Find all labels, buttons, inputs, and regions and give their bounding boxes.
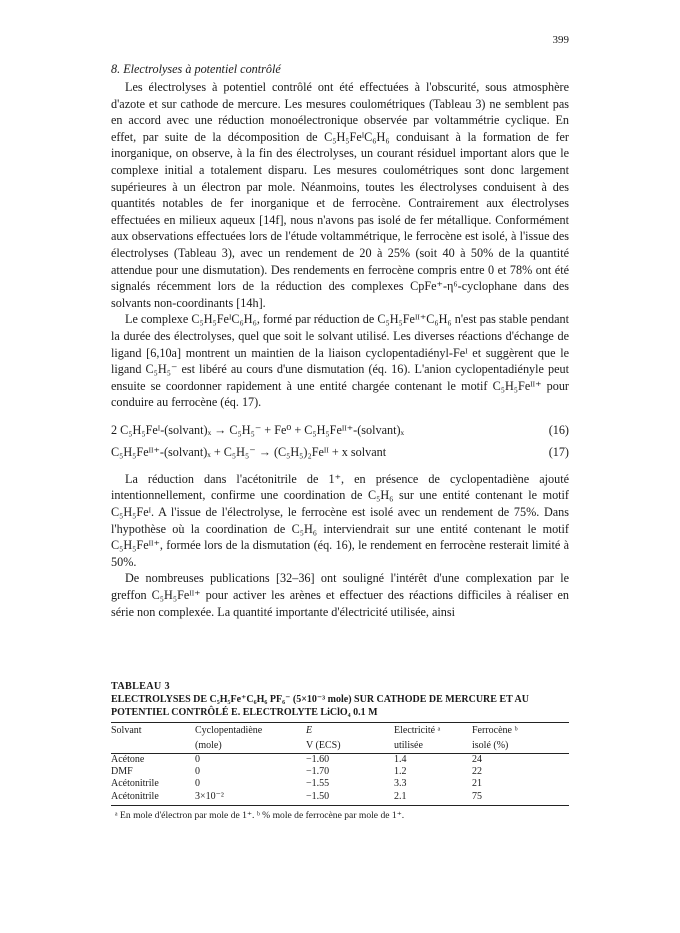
- cell-cyclopentadiene: 3×10⁻²: [195, 791, 306, 806]
- cell-potential: −1.55: [306, 778, 330, 790]
- paragraph-electrolyses: Les électrolyses à potentiel contrôlé ont été effectuées à l'obscurité, sous atmosphère d'azote et sur cathode de mercure. Les mesures coulométriques (Tableau 3) ne semblent pas en accord avec une réduction monoélectronique observée par voltammétrie cyclique. En effet, par suite de la décomposition de C₅H₅FeᴵC₆H₆ conduisant à la formation de fer inorganique, on observe, à la fin des électrolyses, un courant résiduel important alors que le complexe initial a totalement disparu. Les mesures coulométriques sont donc largement supérieures à un électron par mole. Néanmoins, toutes les électrolyses conduisent à des quantités notables de fer inorganique et de ferrocène. Contrairement aux électrolyses effectuées en milieux aqueux [14f], nous n'avons pas isolé de fer métallique. Conformément aux observations effectuées lors de l'étude voltammétrique, le ferrocène est isolé, à l'issue des électrolyses (Tableau 3), avec un rendement de 20 à 25% (soit 40 à 50% de la quantité attendue pour une dismutation). Des rendements en ferrocène compris entre 0 et 78% ont été signalés récemment lors de la réduction des complexes CpFe⁺-η⁶-cyclophane dans des solvants non-coordinants [14h].: [111, 80, 569, 310]
- cell-ferrocene: 24: [472, 754, 482, 765]
- cell-cyclopentadiene: 0: [195, 766, 200, 778]
- table-title: TABLEAU 3: [111, 681, 170, 692]
- cell-electricite: 3.3: [394, 778, 407, 790]
- table-row: [111, 766, 569, 778]
- cell-potential: −1.70: [306, 766, 330, 778]
- equation-17: [111, 441, 569, 463]
- header-cyclopentadiene-unit: (mole): [195, 738, 306, 754]
- cell-solvant: DMF: [111, 766, 133, 778]
- page-number: 399: [552, 34, 569, 46]
- equations: [111, 419, 569, 463]
- header-potential: E: [306, 723, 394, 739]
- header-potential-unit: V (ECS): [306, 738, 394, 754]
- table-3: [111, 681, 569, 821]
- header-electricite-sub: utilisée: [394, 738, 472, 754]
- equation-17-text: C₅H₅Feᴵᴵ⁺-(solvant)ₓ + C₅H₅⁻ → (C₅H₅)₂Feᴵᴵ + x solvant: [111, 444, 387, 459]
- equation-16-text: 2 C₅H₅Feᴵ-(solvant)ₓ → C₅H₅⁻ + Fe⁰ + C₅H₅Feᴵᴵ⁺-(solvant)ₓ: [111, 422, 405, 437]
- header-solvant-sub: [111, 738, 195, 754]
- cell-cyclopentadiene: 0: [195, 778, 200, 790]
- equation-17-number: (17): [548, 444, 569, 459]
- paragraph-reduction: La réduction dans l'acétonitrile de 1⁺, en présence de cyclopentadiène ajouté intentionnellement, confirme une coordination de C₅H₆ sur une entité contenant le motif C₅H₅Feᴵ. A l'issue de l'électrolyse, le ferrocène est isolé avec un rendement de 75%. Dans l'hypothèse où la coordination de C₅H₆ interviendrait sur une entité contenant le motif C₅H₅Feᴵᴵ⁺, formée lors de la dismutation (éq. 16), le rendement en ferrocène resterait limité à 50%.: [111, 471, 569, 569]
- article-body: [111, 61, 569, 620]
- table-row: [111, 778, 569, 790]
- cell-electricite: 1.4: [394, 754, 407, 765]
- cell-ferrocene: 75: [472, 791, 569, 806]
- header-cyclopentadiene: Cyclopentadiène: [195, 723, 306, 739]
- cell-solvant: Acétonitrile: [111, 778, 159, 790]
- table-header-row: [111, 723, 569, 739]
- header-ferrocene-unit: isolé (%): [472, 738, 569, 754]
- cell-potential: −1.60: [306, 754, 330, 765]
- equation-16-number: (16): [548, 422, 569, 437]
- table-footnote: ᵃ En mole d'électron par mole de 1⁺. ᵇ % mole de ferrocène par mole de 1⁺.: [115, 809, 405, 821]
- cell-solvant: Acétone: [111, 754, 145, 765]
- header-electricite: Electricité ᵃ: [394, 723, 472, 739]
- table-header-row-2: [111, 738, 569, 754]
- cell-potential: −1.50: [306, 791, 394, 806]
- cell-ferrocene: 21: [472, 778, 482, 790]
- table-row: [111, 754, 569, 767]
- cell-electricite: 2.1: [394, 791, 472, 806]
- paragraph-complexe: Le complexe C₅H₅FeᴵC₆H₆, formé par réduction de C₅H₅Feᴵᴵ⁺C₆H₆ n'est pas stable pendant la durée des électrolyses, quel que soit le solvant utilisé. Les diverses réactions d'échange de ligand [6,10a] montrent un maintien de la liaison cyclopentadiényl-Feᴵ et suggèrent que le ligand C₅H₅⁻ est libéré au cours d'une dismutation (éq. 16). L'anion cyclopentadiényle peut ensuite se coordonner rapidement à une entité chargée contenant le motif C₅H₅Feᴵᴵ⁺ pour conduire au ferrocène (éq. 17).: [111, 312, 569, 410]
- table-caption: ELECTROLYSES DE C₅H₅Fe⁺C₆H₆ PF₆⁻ (5×10⁻³ mole) SUR CATHODE DE MERCURE ET AU POTENTIEL CONTRÔLÉ E. ELECTROLYTE LiClO₄ 0.1 M: [111, 694, 529, 718]
- equation-16: [111, 419, 569, 441]
- header-ferrocene: Ferrocène ᵇ: [472, 723, 569, 739]
- section-heading: 8. Electrolyses à potentiel contrôlé: [111, 62, 281, 76]
- header-solvant: Solvant: [111, 723, 195, 739]
- cell-ferrocene: 22: [472, 766, 482, 778]
- electrolyses-table: [111, 722, 569, 806]
- cell-solvant: Acétonitrile: [111, 791, 195, 806]
- cell-electricite: 1.2: [394, 766, 407, 778]
- table-row: [111, 791, 569, 806]
- paragraph-publications: De nombreuses publications [32–36] ont souligné l'intérêt d'une complexation par le greffon C₅H₅Feᴵᴵ⁺ pour activer les arènes et effectuer des réactions difficiles à réaliser en série non complexée. La quantité importante d'électricité utilisée, ainsi: [111, 571, 569, 619]
- cell-cyclopentadiene: 0: [195, 754, 200, 765]
